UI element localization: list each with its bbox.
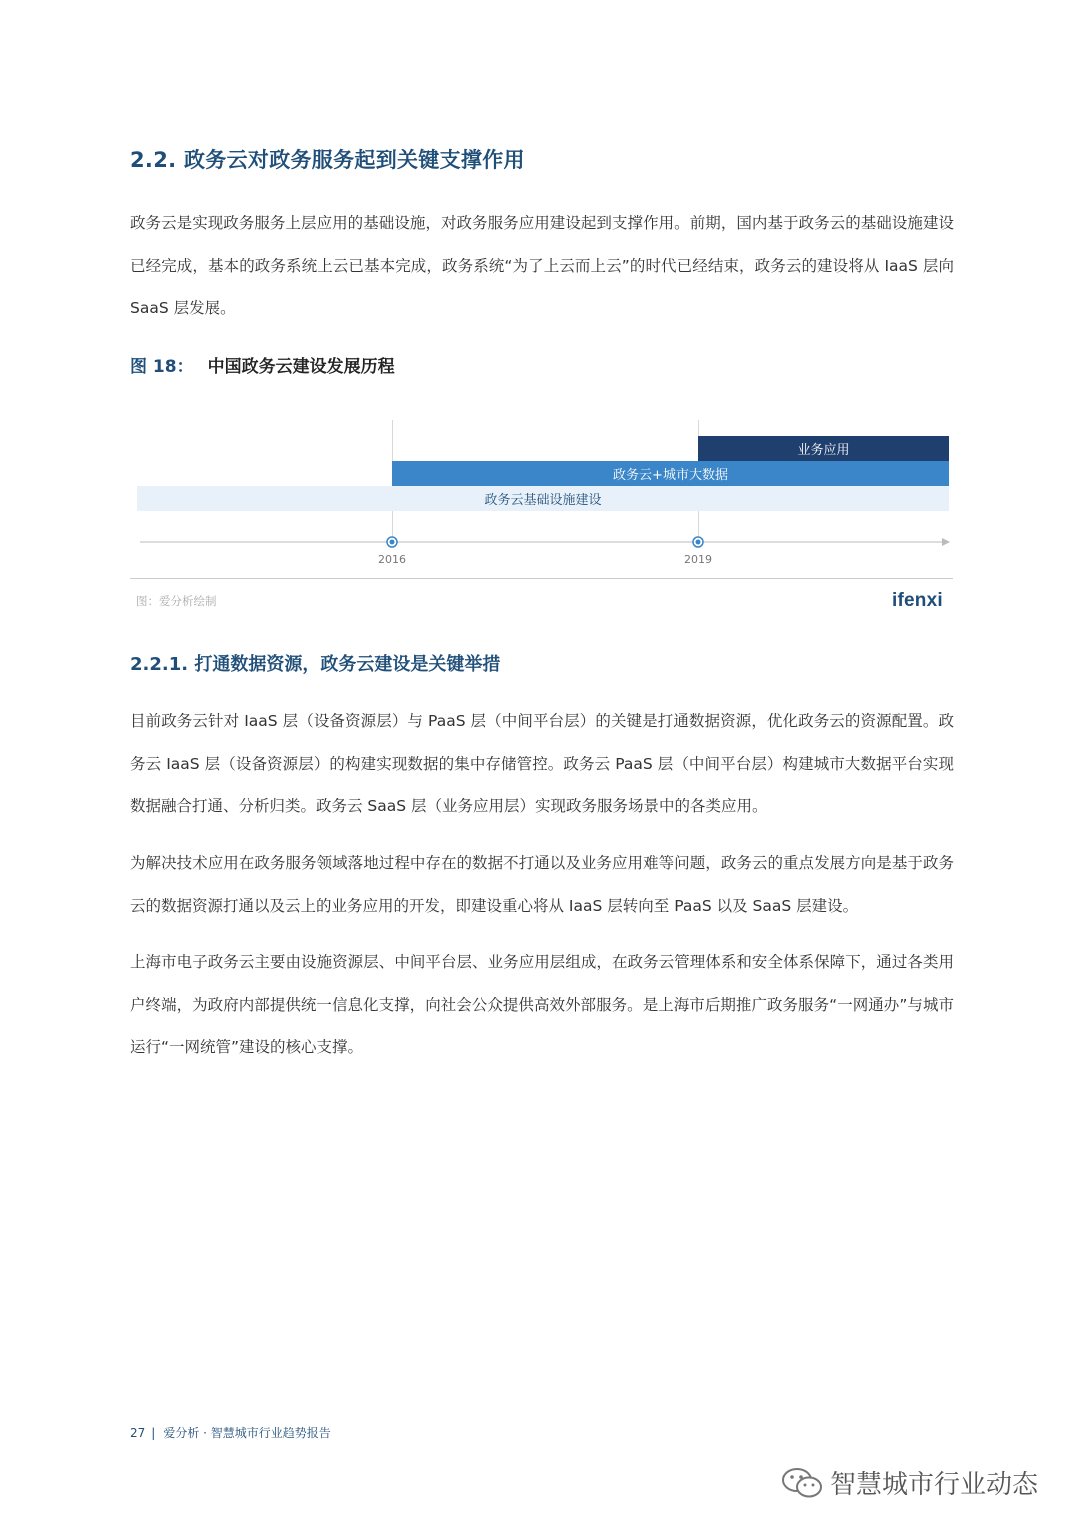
year-label-2016: 2016 (378, 553, 406, 566)
figure-title (130, 352, 395, 377)
figure-name: 中国政务云建设发展历程 (207, 357, 395, 377)
body-paragraph-1: 目前政务云针对 IaaS 层（设备资源层）与 PaaS 层（中间平台层）的关键是打通数据资源，优化政务云的资源配置。政务云 IaaS 层（设备资源层）的构建实现数据的集中存储管控。政务云 PaaS 层（中间平台层）构建城市大数据平台实现数据融合打通、分析归类。政务云 SaaS 层（业务应用层）实现政务服务场景中的各类应用。 (130, 712, 954, 815)
wechat-icon (780, 1466, 824, 1500)
figure-number: 图 18： (130, 357, 194, 377)
figure-source: 图：爱分析绘制 (136, 594, 217, 608)
axis-arrow (942, 538, 950, 546)
bar-business-apps: 业务应用 (698, 436, 949, 461)
page-number: 27 (130, 1426, 146, 1440)
marker-2016-dot (390, 540, 395, 545)
body-paragraph-3: 上海市电子政务云主要由设施资源层、中间平台层、业务应用层组成，在政务云管理体系和安全体系保障下，通过各类用户终端，为政府内部提供统一信息化支撑，向社会公众提供高效外部服务。是上海市后期推广政务服务“一网通办”与城市运行“一网统管”建设的核心支撑。 (130, 953, 954, 1056)
section-title: 2.2. 政务云对政务服务起到关键支撑作用 (130, 148, 525, 172)
page-footer (130, 1424, 331, 1441)
report-name: 爱分析 · 智慧城市行业趋势报告 (163, 1426, 331, 1440)
figure-divider (130, 578, 953, 579)
wechat-watermark (780, 1464, 1038, 1501)
year-label-2019: 2019 (684, 553, 712, 566)
marker-2019-dot (696, 540, 701, 545)
ifenxi-logo: ifenxi (892, 590, 943, 611)
footer-separator: | (151, 1426, 156, 1440)
bar-cloud-bigdata: 政务云+城市大数据 (392, 461, 949, 486)
body-paragraph-2: 为解决技术应用在政务服务领域落地过程中存在的数据不打通以及业务应用难等问题，政务云的重点发展方向是基于政务云的数据资源打通以及云上的业务应用的开发，即建设重心将从 IaaS 层转向至 PaaS 以及 SaaS 层建设。 (130, 854, 954, 915)
timeline-axis (130, 530, 954, 554)
intro-paragraph: 政务云是实现政务服务上层应用的基础设施，对政务服务应用建设起到支撑作用。前期，国内基于政务云的基础设施建设已经完成，基本的政务系统上云已基本完成，政务系统“为了上云而上云”的时代已经结束，政务云的建设将从 IaaS 层向 SaaS 层发展。 (130, 214, 954, 317)
bar-cloud-infrastructure: 政务云基础设施建设 (137, 486, 949, 511)
subsection-title: 2.2.1. 打通数据资源，政务云建设是关键举措 (130, 654, 501, 675)
watermark-text: 智慧城市行业动态 (830, 1470, 1039, 1500)
